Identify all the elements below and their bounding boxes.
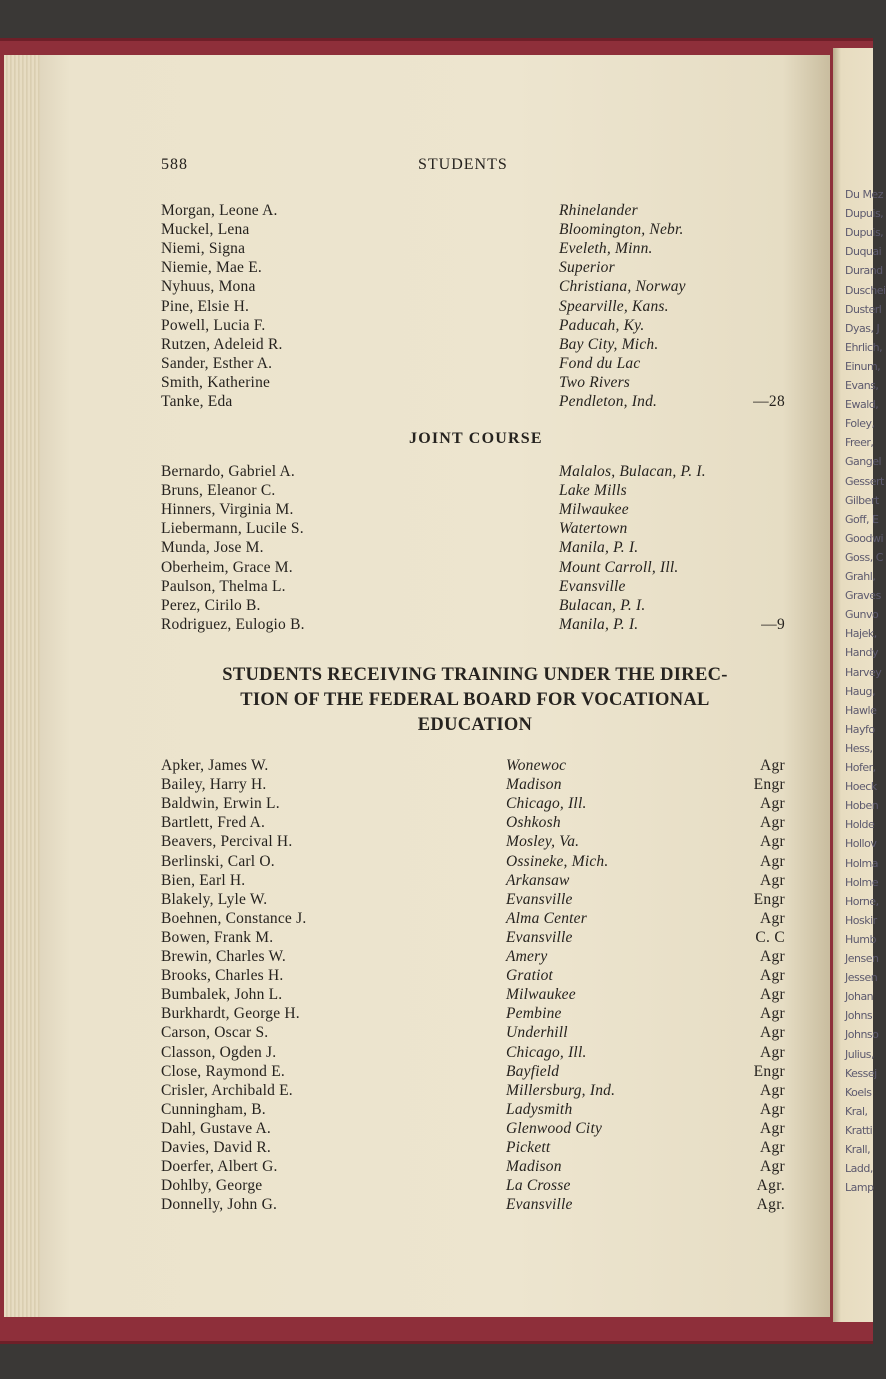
- student-hometown: Bulacan, P. I.: [559, 596, 646, 614]
- adjacent-page-fragment: Jessen: [845, 971, 878, 985]
- adjacent-page-edge: [833, 48, 886, 1322]
- federal-board-heading-line: EDUCATION: [417, 715, 533, 735]
- adjacent-page-fragment: Hawle: [845, 703, 877, 717]
- list-row: [161, 317, 785, 337]
- list-row: [161, 1177, 785, 1197]
- student-hometown: Millersburg, Ind.: [506, 1081, 616, 1099]
- student-name: Blakely, Lyle W.: [161, 890, 268, 908]
- course-code: Engr: [753, 776, 785, 794]
- course-code: Agr: [759, 1081, 785, 1099]
- list-row: [161, 355, 785, 375]
- student-hometown: Chicago, Ill.: [506, 1043, 587, 1061]
- joint-course-heading: JOINT COURSE: [409, 430, 543, 447]
- course-code: Engr: [753, 890, 785, 908]
- student-name: Bien, Earl H.: [161, 871, 246, 889]
- student-hometown: Alma Center: [506, 909, 587, 927]
- book-page: [40, 55, 830, 1317]
- student-name: Close, Raymond E.: [161, 1062, 285, 1080]
- student-name: Baldwin, Erwin L.: [161, 795, 280, 813]
- list-row: [161, 559, 785, 579]
- student-hometown: Pendleton, Ind.: [559, 393, 658, 410]
- adjacent-page-fragment: Freer,: [845, 436, 874, 450]
- adjacent-page-fragment: Gangel: [845, 455, 882, 469]
- student-name: Hinners, Virginia M.: [161, 501, 294, 519]
- adjacent-page-fragment: Ewald,: [845, 398, 879, 412]
- course-code: Agr: [759, 967, 785, 985]
- list-row: [161, 298, 785, 318]
- student-hometown: Ossineke, Mich.: [506, 852, 609, 870]
- student-hometown: Evansville: [506, 928, 573, 946]
- student-hometown: Gratiot: [506, 967, 554, 985]
- list-row: [161, 393, 785, 413]
- list-row: [161, 967, 785, 987]
- adjacent-page-fragment: Johan: [845, 990, 874, 1004]
- student-hometown: Milwaukee: [506, 986, 576, 1004]
- adjacent-page-fragment: Harvey: [845, 665, 882, 679]
- student-name: Pine, Elsie H.: [161, 297, 250, 315]
- adjacent-page-fragment: Johns: [845, 1009, 873, 1023]
- list-row: [161, 578, 785, 598]
- adjacent-page-fragment: Kessej: [845, 1066, 877, 1080]
- adjacent-page-fragment: Grahl,: [845, 570, 876, 583]
- adjacent-page-fragment: Goss, C: [845, 550, 883, 564]
- adjacent-page-fragment: Kral,: [845, 1104, 868, 1118]
- adjacent-page-fragment: Holde: [845, 818, 875, 832]
- list-row: [161, 278, 785, 298]
- student-name: Niemi, Signa: [161, 240, 246, 258]
- list-row: [161, 221, 785, 241]
- student-hometown: Lake Mills: [559, 482, 627, 500]
- student-name: Dohlby, George: [161, 1177, 263, 1195]
- adjacent-page-fragment: Humb: [845, 932, 876, 946]
- list-row: [161, 910, 785, 930]
- adjacent-page-fragment: Holme: [845, 875, 879, 889]
- student-hometown: Ladysmith: [506, 1100, 573, 1118]
- student-name: Morgan, Leone A.: [161, 202, 278, 219]
- list-row: [161, 814, 785, 834]
- list-row: [161, 520, 785, 540]
- adjacent-page-fragment: Hajek,: [845, 627, 877, 641]
- list-row: [161, 776, 785, 796]
- adjacent-page-fragment: Gessert: [845, 474, 884, 488]
- course-code: Agr: [759, 833, 785, 851]
- student-hometown: Oshkosh: [506, 814, 561, 832]
- list-row: [161, 202, 785, 222]
- adjacent-page-fragment: Hollov: [845, 837, 877, 851]
- student-name: Beavers, Percival H.: [161, 833, 293, 851]
- adjacent-page-fragment: Goff, E: [845, 512, 879, 526]
- course-code: Agr.: [756, 1196, 785, 1214]
- list-row: [161, 795, 785, 815]
- student-hometown: Evansville: [559, 577, 626, 595]
- student-name: Liebermann, Lucile S.: [161, 520, 304, 538]
- student-name: Niemie, Mae E.: [161, 259, 262, 277]
- student-name: Bernardo, Gabriel A.: [161, 463, 295, 480]
- student-hometown: Superior: [559, 259, 615, 277]
- student-name: Apker, James W.: [161, 757, 269, 774]
- student-hometown: Manila, P. I.: [559, 539, 639, 557]
- list-row: [161, 1082, 785, 1102]
- student-hometown: Bloomington, Nebr.: [559, 221, 684, 239]
- list-row: [161, 259, 785, 279]
- course-code: Agr: [759, 1158, 785, 1176]
- course-code: Agr: [759, 795, 785, 813]
- list-row: [161, 1158, 785, 1178]
- student-hometown: Rhinelander: [559, 202, 638, 219]
- student-hometown: Manila, P. I.: [559, 615, 639, 633]
- list-row: [161, 1101, 785, 1121]
- student-name: Brooks, Charles H.: [161, 967, 284, 985]
- course-code: Agr: [759, 1005, 785, 1023]
- student-hometown: Wonewoc: [506, 757, 567, 774]
- adjacent-page-fragment: Ehrlich,: [845, 340, 883, 354]
- adjacent-page-fragment: Duquai: [845, 245, 882, 259]
- adjacent-page-fragment: Graves: [845, 589, 881, 603]
- student-name: Nyhuus, Mona: [161, 278, 256, 296]
- student-hometown: Underhill: [506, 1024, 568, 1042]
- list-row: [161, 1139, 785, 1159]
- adjacent-page-fragment: Dupuis,: [845, 207, 884, 221]
- list-row: [161, 336, 785, 356]
- student-hometown: Two Rivers: [559, 373, 631, 391]
- student-name: Muckel, Lena: [161, 221, 250, 239]
- student-name: Bartlett, Fred A.: [161, 814, 266, 832]
- running-head: STUDENTS: [418, 156, 508, 173]
- student-hometown: Evansville: [506, 890, 573, 908]
- student-name: Perez, Cirilo B.: [161, 596, 261, 614]
- adjacent-page-fragment: Dupuis,: [845, 226, 884, 240]
- student-name: Donnelly, John G.: [161, 1196, 278, 1214]
- adjacent-page-fragment: Goodwi: [845, 531, 884, 545]
- adjacent-page-fragment: Hess,: [845, 741, 873, 755]
- adjacent-page-fragment: Foley,: [845, 417, 875, 431]
- student-hometown: Pembine: [506, 1005, 562, 1023]
- adjacent-page-fragment: Handy: [845, 646, 878, 660]
- adjacent-page-fragment: Einum,: [845, 359, 881, 373]
- course-code: Agr: [759, 871, 785, 889]
- student-name: Powell, Lucia F.: [161, 316, 266, 334]
- list-row: [161, 833, 785, 853]
- student-name: Carson, Oscar S.: [161, 1024, 269, 1042]
- adjacent-page-fragment: Johnso: [845, 1028, 879, 1042]
- course-code: Agr: [759, 1119, 785, 1137]
- student-name: Bumbalek, John L.: [161, 986, 283, 1004]
- federal-board-heading-line: TION OF THE FEDERAL BOARD FOR VOCATIONAL: [240, 690, 710, 710]
- adjacent-page-fragment: Gilbert: [845, 493, 879, 507]
- list-row: [161, 616, 785, 636]
- adjacent-page-fragment: Hoskir: [845, 913, 877, 927]
- list-row: [161, 501, 785, 521]
- list-row: [161, 1120, 785, 1140]
- list-row: [161, 1005, 785, 1025]
- course-code: Agr: [759, 1100, 785, 1118]
- adjacent-page-fragment: Evans,: [845, 379, 879, 392]
- adjacent-page-fragment: Du Mez: [845, 188, 883, 201]
- student-hometown: Milwaukee: [559, 501, 629, 519]
- student-name: Crisler, Archibald E.: [161, 1081, 293, 1099]
- student-hometown: Arkansaw: [506, 871, 570, 889]
- list-row: [161, 240, 785, 260]
- student-hometown: Spearville, Kans.: [559, 297, 669, 315]
- adjacent-page-fragment: Lamp: [845, 1181, 874, 1195]
- adjacent-page-fragment: Holma: [845, 856, 879, 870]
- list-row: [161, 891, 785, 911]
- student-hometown: La Crosse: [506, 1177, 571, 1195]
- student-name: Doerfer, Albert G.: [161, 1158, 278, 1176]
- student-name: Paulson, Thelma L.: [161, 577, 286, 595]
- student-name: Boehnen, Constance J.: [161, 909, 307, 927]
- student-name: Sander, Esther A.: [161, 354, 273, 372]
- adjacent-page-fragment: Hoben: [845, 799, 879, 813]
- list-row: [161, 463, 785, 483]
- adjacent-page-fragment: Hayfo: [845, 722, 875, 736]
- course-code: Agr: [759, 852, 785, 870]
- student-name: Rutzen, Adeleid R.: [161, 335, 283, 353]
- course-code: Agr: [759, 757, 785, 774]
- list-row: [161, 1044, 785, 1064]
- student-name: Bailey, Harry H.: [161, 776, 267, 794]
- student-name: Bruns, Eleanor C.: [161, 482, 276, 500]
- course-code: Agr.: [756, 1177, 785, 1195]
- student-name: Tanke, Eda: [161, 393, 233, 410]
- adjacent-page-fragment: Hofer,: [845, 761, 876, 774]
- group-total: —9: [761, 615, 785, 633]
- adjacent-page-fragment: Ladd,: [845, 1162, 873, 1176]
- list-row: [161, 1196, 785, 1216]
- student-hometown: Glenwood City: [506, 1119, 603, 1137]
- student-name: Cunningham, B.: [161, 1100, 266, 1118]
- student-hometown: Pickett: [506, 1139, 551, 1156]
- student-hometown: Fond du Lac: [559, 354, 641, 372]
- list-row: [161, 482, 785, 502]
- adjacent-page-fragment: Horne,: [845, 894, 879, 908]
- adjacent-page-fragment: Hoeck: [845, 780, 877, 794]
- list-row: [161, 539, 785, 559]
- adjacent-page-fragment: Kratti: [845, 1123, 873, 1137]
- list-row: [161, 597, 785, 617]
- adjacent-page-fragment: Dusterl: [845, 302, 882, 316]
- student-hometown: Mosley, Va.: [506, 833, 580, 851]
- list-row: [161, 986, 785, 1006]
- federal-board-heading-line: STUDENTS RECEIVING TRAINING UNDER THE DIREC-: [222, 665, 728, 685]
- adjacent-page-fragment: Durand: [845, 264, 883, 278]
- student-hometown: Malalos, Bulacan, P. I.: [559, 463, 706, 480]
- student-hometown: Evansville: [506, 1196, 573, 1214]
- student-name: Classon, Ogden J.: [161, 1043, 277, 1061]
- student-hometown: Bayfield: [506, 1062, 560, 1080]
- course-code: Agr: [759, 814, 785, 832]
- page-number: 588: [161, 156, 188, 173]
- student-hometown: Chicago, Ill.: [506, 795, 587, 813]
- student-name: Oberheim, Grace M.: [161, 558, 293, 576]
- student-name: Munda, Jose M.: [161, 539, 264, 557]
- student-hometown: Eveleth, Minn.: [559, 240, 653, 258]
- adjacent-page-fragment: Jensen: [845, 952, 879, 965]
- adjacent-page-fragment: Dyas, J: [845, 321, 880, 335]
- list-row: [161, 929, 785, 949]
- student-name: Davies, David R.: [161, 1139, 271, 1156]
- group-total: —28: [753, 393, 785, 410]
- list-row: [161, 1024, 785, 1044]
- list-row: [161, 853, 785, 873]
- course-code: Engr: [753, 1062, 785, 1080]
- student-name: Berlinski, Carl O.: [161, 852, 275, 870]
- list-row: [161, 872, 785, 892]
- list-row: [161, 757, 785, 777]
- student-hometown: Amery: [506, 948, 548, 965]
- course-code: Agr: [759, 948, 785, 965]
- course-code: Agr: [759, 1139, 785, 1156]
- student-hometown: Paducah, Ky.: [559, 316, 645, 334]
- student-name: Bowen, Frank M.: [161, 928, 274, 946]
- course-code: Agr: [759, 986, 785, 1004]
- student-hometown: Mount Carroll, Ill.: [559, 558, 679, 576]
- adjacent-page-fragment: Duschei: [845, 283, 886, 297]
- adjacent-page-fragment: Julius,: [845, 1047, 875, 1061]
- student-hometown: Bay City, Mich.: [559, 335, 659, 353]
- student-hometown: Christiana, Norway: [559, 278, 686, 296]
- student-hometown: Madison: [506, 1158, 562, 1176]
- course-code: Agr: [759, 1024, 785, 1042]
- list-row: [161, 948, 785, 968]
- federal-board-heading: [160, 663, 790, 738]
- course-code: Agr: [759, 1043, 785, 1061]
- course-code: Agr: [759, 909, 785, 927]
- adjacent-page-fragment: Haug,: [845, 684, 875, 698]
- student-hometown: Madison: [506, 776, 562, 794]
- adjacent-page-fragment: Koels: [845, 1085, 872, 1099]
- list-row: [161, 1063, 785, 1083]
- student-name: Dahl, Gustave A.: [161, 1119, 271, 1137]
- student-name: Burkhardt, George H.: [161, 1005, 300, 1023]
- course-code: C. C: [755, 928, 785, 946]
- adjacent-page-fragment: Krall,: [845, 1143, 871, 1156]
- student-name: Smith, Katherine: [161, 373, 271, 391]
- student-name: Rodriguez, Eulogio B.: [161, 615, 305, 633]
- adjacent-page-fragment: Gunvo: [845, 608, 879, 622]
- student-hometown: Watertown: [559, 520, 628, 538]
- student-name: Brewin, Charles W.: [161, 948, 287, 965]
- list-row: [161, 374, 785, 394]
